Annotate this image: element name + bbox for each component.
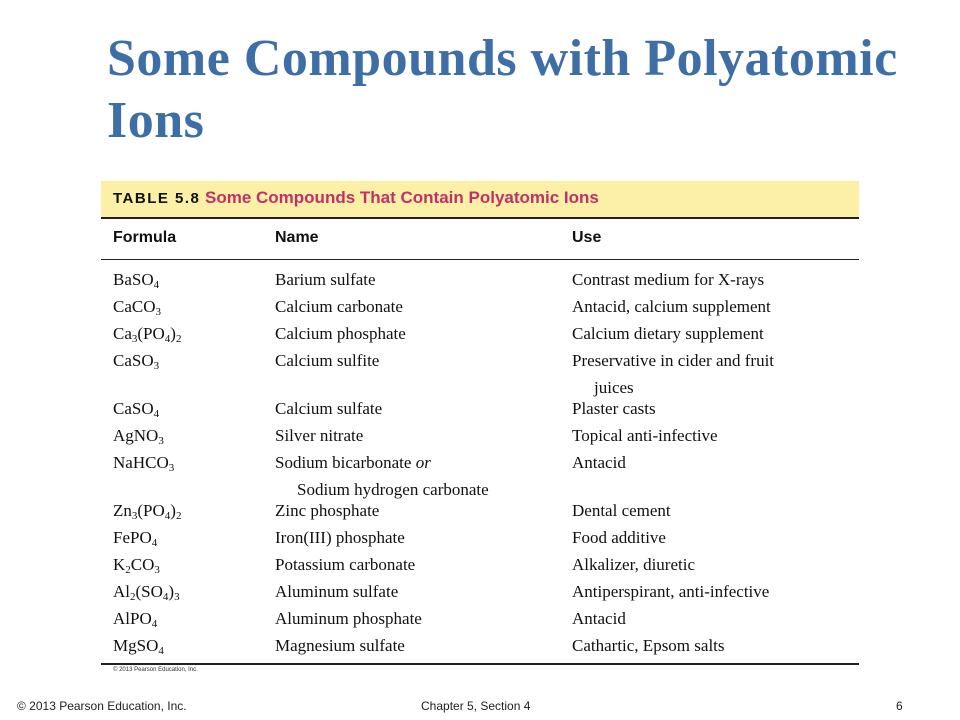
table-body (101, 260, 859, 659)
formula-cell: CaSO$_3$ (113, 351, 160, 372)
footer-copyright: © 2013 Pearson Education, Inc. (17, 699, 187, 713)
use-cell: Antacid (572, 609, 626, 628)
table-row (101, 605, 859, 632)
name-cell: Calcium carbonate (275, 297, 403, 316)
name-cell: Iron(III) phosphate (275, 528, 405, 547)
table-row (101, 422, 859, 449)
formula-cell: AlPO$_4$ (113, 609, 158, 630)
use-cell: Antacid, calcium supplement (572, 297, 771, 316)
name-cell: Calcium phosphate (275, 324, 406, 343)
table-caption: Some Compounds That Contain Polyatomic Ions (205, 188, 599, 207)
formula-cell: CaCO$_3$ (113, 297, 161, 318)
name-cell: Calcium sulfite (275, 351, 380, 370)
formula-cell: CaSO$_4$ (113, 399, 160, 420)
table-row (101, 449, 859, 497)
name-cell: Sodium bicarbonate or Sodium hydrogen carbonate (275, 453, 489, 499)
slide-title: Some Compounds with Polyatomic Ions (107, 30, 898, 149)
table-row (101, 395, 859, 422)
column-headers (101, 219, 859, 260)
name-cell: Barium sulfate (275, 270, 376, 289)
table-row (101, 497, 859, 524)
table-row (101, 551, 859, 578)
use-cell: Dental cement (572, 501, 671, 520)
table-row (101, 578, 859, 605)
column-header-formula: Formula (113, 229, 177, 246)
use-cell: Plaster casts (572, 399, 656, 418)
formula-cell: MgSO$_4$ (113, 636, 164, 657)
table-row (101, 632, 859, 659)
name-cell: Aluminum phosphate (275, 609, 422, 628)
name-cell: Magnesium sulfate (275, 636, 405, 655)
formula-cell: FePO$_4$ (113, 528, 158, 549)
footer-page-number: 6 (896, 699, 903, 713)
use-cell: Calcium dietary supplement (572, 324, 764, 343)
use-cell: Contrast medium for X-rays (572, 270, 765, 289)
name-cell: Aluminum sulfate (275, 582, 399, 601)
table-copyright: © 2013 Pearson Education, Inc. (113, 667, 198, 673)
table-row (101, 266, 859, 293)
formula-cell: BaSO$_4$ (113, 270, 160, 291)
use-cell: Preservative in cider and fruit juices (572, 351, 775, 397)
table-number: TABLE 5.8 (113, 190, 201, 207)
name-cell: Zinc phosphate (275, 501, 380, 520)
name-cell: Silver nitrate (275, 426, 364, 445)
table-row (101, 320, 859, 347)
use-cell: Topical anti-infective (572, 426, 718, 445)
formula-cell: $Zn_3(PO_4)_2$ (113, 501, 182, 522)
formula-cell: $K_2CO_3$ (113, 555, 160, 576)
use-cell: Food additive (572, 528, 666, 547)
name-cell: Potassium carbonate (275, 555, 416, 574)
use-cell: Cathartic, Epsom salts (572, 636, 725, 655)
use-cell: Antiperspirant, anti-infective (572, 582, 770, 601)
formula-cell: $Ca_3(PO_4)_2$ (113, 324, 182, 345)
formula-cell: AgNO$_3$ (113, 426, 164, 447)
column-header-use: Use (572, 229, 602, 246)
use-cell: Antacid (572, 453, 626, 472)
column-header-name: Name (275, 229, 319, 246)
compounds-table (101, 181, 859, 673)
formula-cell: $Al_2(SO_4)_3$ (113, 582, 180, 603)
table-row (101, 524, 859, 551)
use-cell: Alkalizer, diuretic (572, 555, 695, 574)
footer-chapter: Chapter 5, Section 4 (421, 699, 531, 713)
table-header-bar (101, 181, 859, 219)
table-row (101, 347, 859, 395)
name-cell: Calcium sulfate (275, 399, 383, 418)
formula-cell: NaHCO$_3$ (113, 453, 175, 474)
table-row (101, 293, 859, 320)
